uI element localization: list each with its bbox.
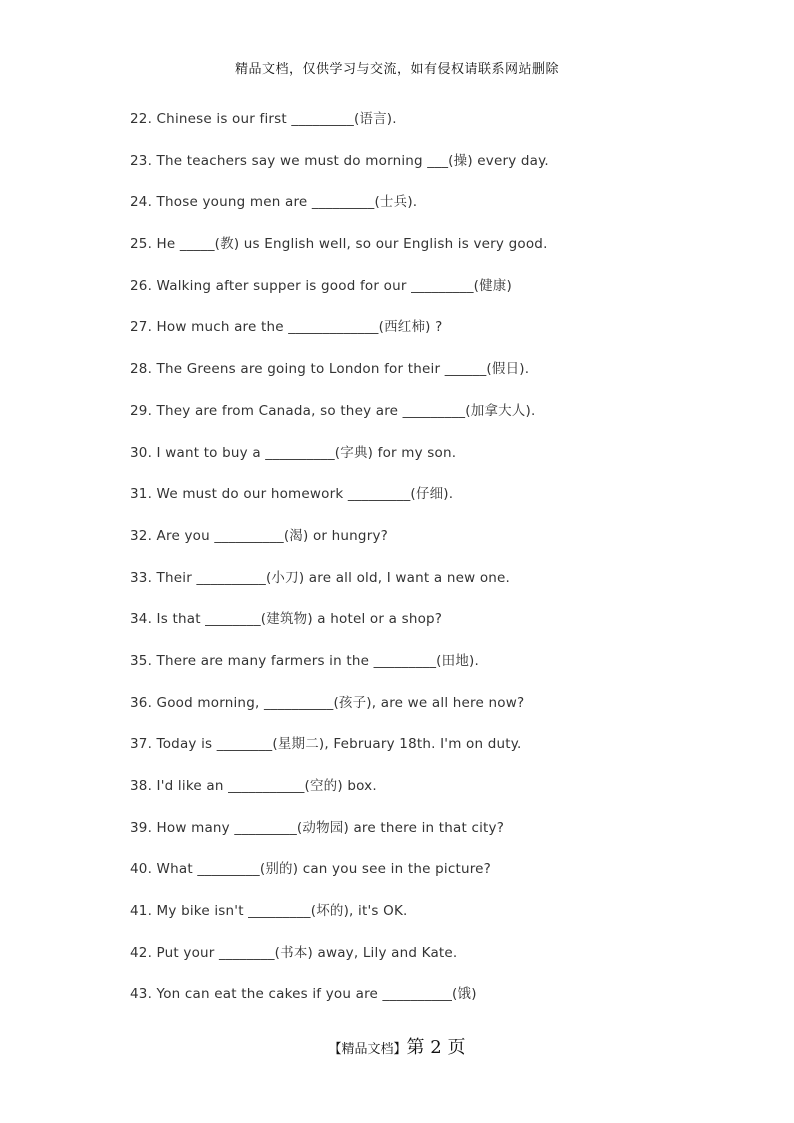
page-number: 第 2 页 <box>406 1037 466 1058</box>
exercise-item: 43. Yon can eat the cakes if you are __________(饿) <box>130 986 477 1003</box>
exercise-item: 41. My bike isn't _________(坏的), it's OK. <box>130 903 408 920</box>
exercise-item: 30. I want to buy a __________(字典) for my son. <box>130 444 457 461</box>
exercise-item: 31. We must do our homework _________(仔细). <box>130 486 454 503</box>
exercise-item: 26. Walking after supper is good for our _________(健康) <box>130 277 512 294</box>
exercise-item: 32. Are you __________(渴) or hungry? <box>130 527 389 544</box>
exercise-item: 35. There are many farmers in the _________(田地). <box>130 652 479 669</box>
exercise-item: 34. Is that ________(建筑物) a hotel or a shop? <box>130 611 443 628</box>
exercise-item: 22. Chinese is our first _________(语言). <box>130 111 397 127</box>
exercise-item: 42. Put your ________(书本) away, Lily and Kate. <box>130 944 458 961</box>
page-footer <box>0 1033 794 1059</box>
exercise-item: 24. Those young men are _________(士兵). <box>130 194 418 211</box>
exercise-item: 37. Today is ________(星期二), February 18th. I'm on duty. <box>130 736 522 753</box>
exercise-item: 23. The teachers say we must do morning ___(操) every day. <box>130 152 549 169</box>
exercise-item: 40. What _________(别的) can you see in the picture? <box>130 861 492 878</box>
page-header: 精品文档，仅供学习与交流，如有侵权请联系网站删除 <box>234 62 559 77</box>
exercise-item: 36. Good morning, __________(孩子), are we all here now? <box>130 694 525 711</box>
footer-tag: 【精品文档】 <box>328 1042 407 1057</box>
exercise-item: 38. I'd like an ___________(空的) box. <box>130 778 377 794</box>
exercise-item: 28. The Greens are going to London for their ______(假日). <box>130 361 530 378</box>
exercise-item: 33. Their __________(小刀) are all old, I want a new one. <box>130 569 511 586</box>
exercise-list <box>130 108 730 1025</box>
exercise-item: 25. He _____(教) us English well, so our English is very good. <box>130 236 548 253</box>
exercise-item: 29. They are from Canada, so they are _________(加拿大人). <box>130 402 536 419</box>
exercise-item: 27. How much are the _____________(西红柿) ? <box>130 319 443 336</box>
exercise-item: 39. How many _________(动物园) are there in that city? <box>130 819 505 836</box>
